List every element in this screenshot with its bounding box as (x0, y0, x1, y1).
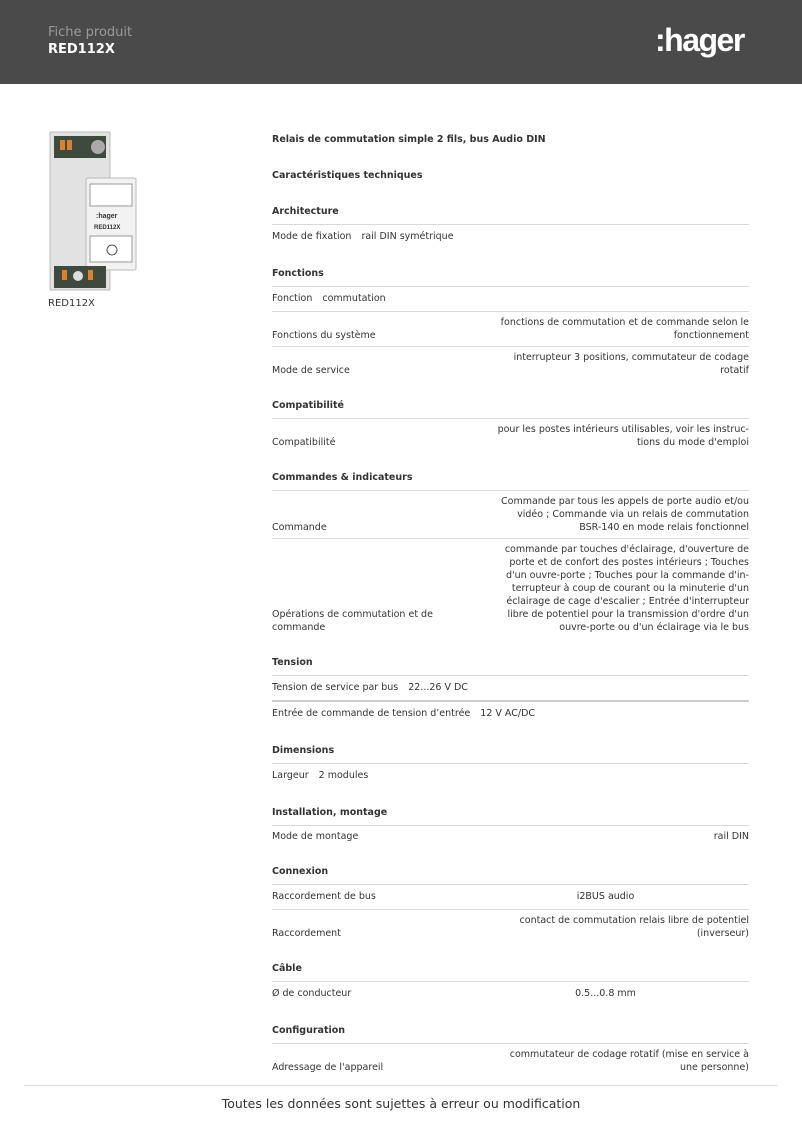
section-title: Fonctions (272, 267, 749, 287)
section-title: Configuration (272, 1024, 749, 1044)
spec-row (272, 538, 749, 638)
spec-row (272, 287, 749, 311)
spec-label: Raccordement (272, 928, 341, 939)
spec-row (272, 1044, 749, 1078)
spec-section (272, 1024, 749, 1078)
spec-content (272, 133, 749, 1078)
spec-row (272, 700, 749, 726)
spec-section (272, 205, 749, 249)
section-title: Compatibilité (272, 399, 749, 419)
spec-label: Mode de montage (272, 831, 359, 842)
spec-label: Raccordement de bus (272, 891, 376, 902)
spec-section (272, 744, 749, 788)
spec-label: Mode de service (272, 365, 350, 376)
hager-logo: :hager (655, 22, 744, 58)
spec-value: commutation (322, 293, 386, 304)
spec-value: rail DIN (713, 831, 749, 842)
spec-value: fonctions de commutation et de commande selon le fonctionnement (500, 317, 749, 341)
footer-disclaimer: Toutes les données sont sujettes à erreur ou modification (221, 1096, 581, 1111)
spec-row (272, 885, 749, 909)
characteristics-heading: Caractéristiques techniques (272, 170, 423, 181)
footer-divider (24, 1085, 778, 1086)
header-subtitle: Fiche produit (48, 25, 133, 40)
header-title: RED112X (48, 42, 115, 57)
spec-label: Largeur (272, 770, 309, 781)
spec-label: Commande (272, 522, 327, 533)
section-title: Installation, montage (272, 806, 749, 826)
spec-value: 22...26 V DC (408, 682, 468, 693)
spec-row (272, 491, 749, 538)
spec-row (272, 419, 749, 453)
spec-label: Mode de fixation (272, 231, 352, 242)
image-label: RED112X (94, 225, 121, 231)
spec-value: commutateur de codage rotatif (mise en service à une personne) (509, 1049, 749, 1073)
spec-section (272, 471, 749, 638)
spec-section (272, 267, 749, 381)
page-header (0, 0, 802, 84)
spec-label: Tension de service par bus (272, 682, 399, 693)
spec-value: interrupteur 3 positions, commutateur de codage rotatif (513, 352, 749, 376)
spec-section (272, 962, 749, 1006)
spec-value: contact de commutation relais libre de potentiel (inverseur) (519, 915, 749, 939)
spec-value: 2 modules (318, 770, 369, 781)
section-title: Câble (272, 962, 749, 982)
spec-label: Entrée de commande de tension d’entrée (272, 708, 471, 719)
spec-row (272, 676, 749, 700)
spec-section (272, 806, 749, 847)
spec-row (272, 225, 749, 249)
spec-row (272, 826, 749, 847)
spec-label: Fonction (272, 293, 313, 304)
spec-value: i2BUS audio (576, 891, 635, 902)
spec-row (272, 311, 749, 346)
spec-value: Commande par tous les appels de porte audio et/ou vidéo ; Commande via un relais de commutation BSR-140 en mode relais fonctionnel (501, 496, 749, 533)
section-title: Commandes & indicateurs (272, 471, 749, 491)
spec-value: 12 V AC/DC (480, 708, 536, 719)
spec-label: Compatibilité (272, 437, 336, 448)
section-title: Dimensions (272, 744, 749, 764)
image-brand: :hager (96, 213, 118, 220)
section-title: Architecture (272, 205, 749, 225)
spec-row (272, 346, 749, 381)
spec-label: Adressage de l'appareil (272, 1062, 384, 1073)
spec-row (272, 909, 749, 944)
spec-value: pour les postes intérieurs utilisables, voir les instruc-tions du mode d'emploi (497, 424, 749, 448)
spec-label: Fonctions du système (272, 330, 376, 341)
spec-value: commande par touches d'éclairage, d'ouverture de porte et de confort des postes intérieurs ; Touches d'un ouvre-porte ; Touches pour la commande d'in-terrupteur à coup de courant ou la minuterie d'un éclairage de cage d'escalier ; Entrée d'interrupteur libre de potentiel pour la transmission d'ordre d'un ouvre-porte ou d'un éclairage via le bus (504, 544, 749, 633)
spec-section (272, 865, 749, 944)
section-title: Connexion (272, 865, 749, 885)
section-title: Tension (272, 656, 749, 676)
spec-label: Opérations de commutation et de commande (272, 609, 433, 633)
spec-value: rail DIN symétrique (361, 231, 454, 242)
spec-row (272, 982, 749, 1006)
product-description: Relais de commutation simple 2 fils, bus Audio DIN (272, 134, 546, 145)
spec-section (272, 656, 749, 726)
spec-value: 0.5...0.8 mm (575, 988, 636, 999)
product-image (48, 130, 138, 292)
product-image-caption: RED112X (48, 298, 95, 309)
spec-label: Ø de conducteur (272, 988, 352, 999)
spec-row (272, 764, 749, 788)
spec-section (272, 399, 749, 453)
